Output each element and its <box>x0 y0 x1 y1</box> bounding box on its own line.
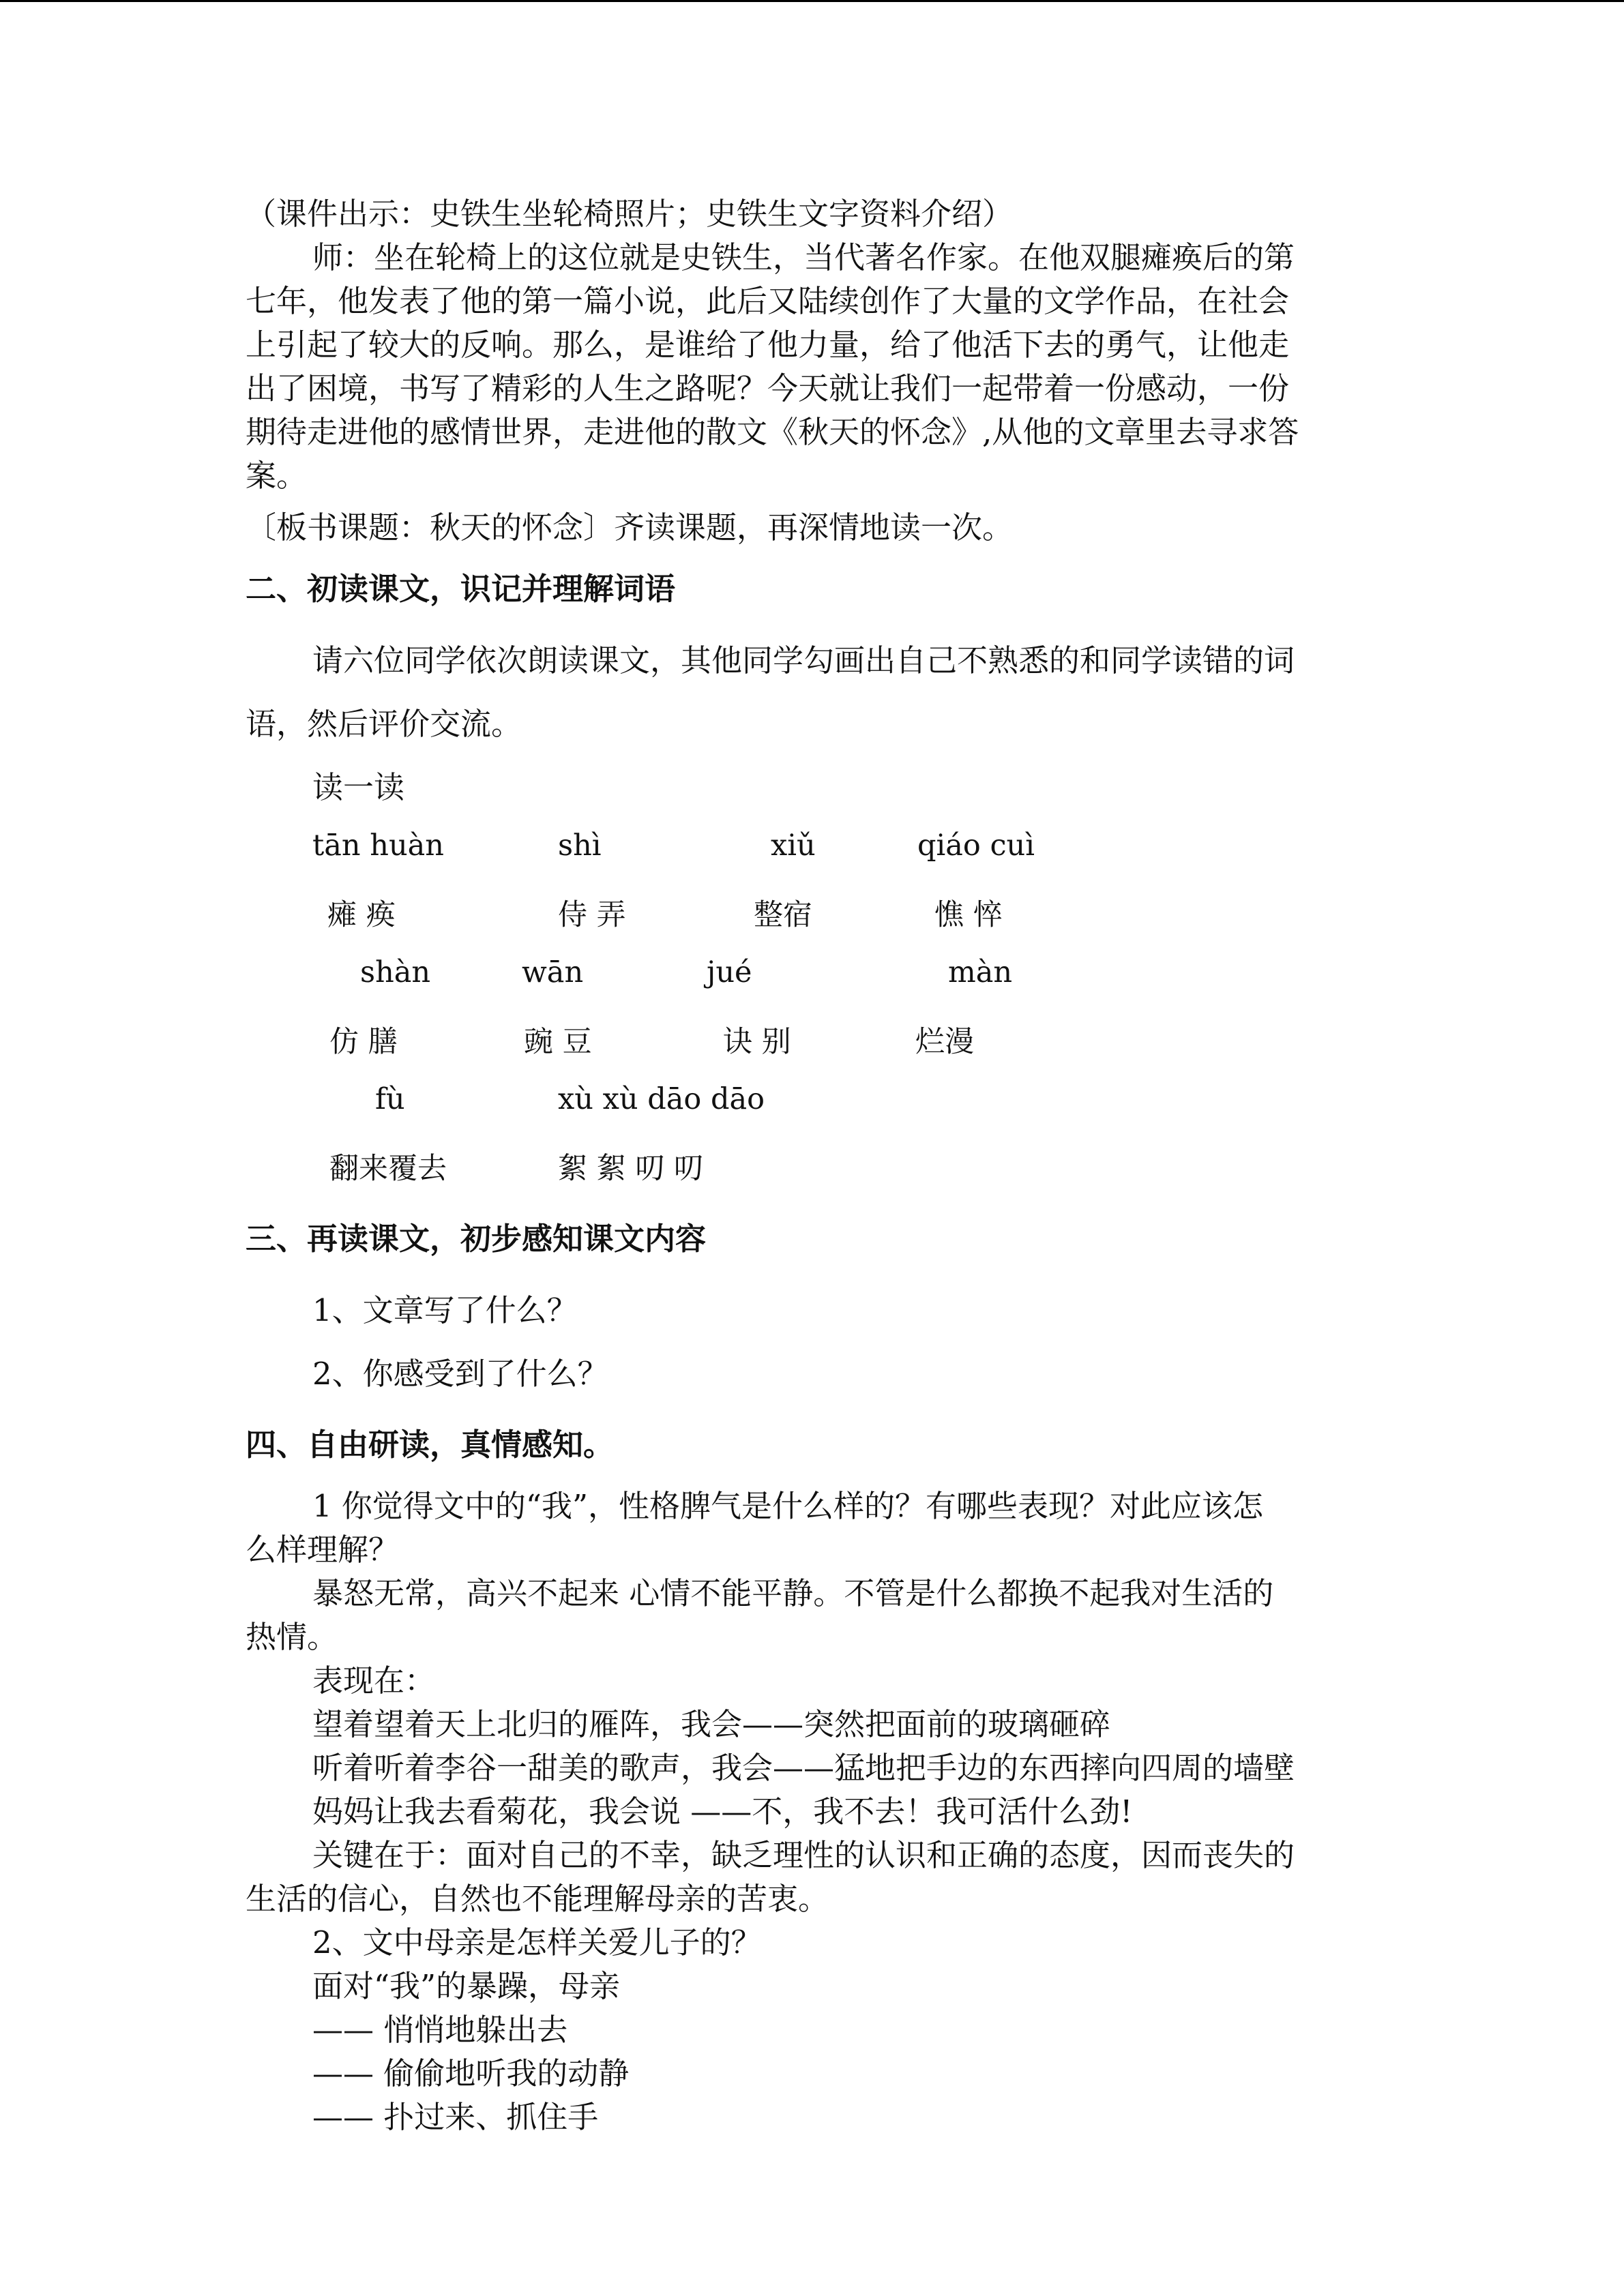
pinyin-row <box>246 946 1371 1009</box>
vocab-word: 仿 膳 <box>329 1025 398 1059</box>
vocab-word: 憔 悴 <box>934 898 1003 932</box>
word-row <box>246 882 1371 946</box>
behavior-line: 听着听着李谷一甜美的歌声，我会——猛地把手边的东西摔向四周的墙壁 <box>312 1750 1295 1786</box>
paragraph-line: 七年，他发表了他的第一篇小说，此后又陆续创作了大量的文学作品，在社会 <box>246 283 1290 319</box>
mother-action: —— 偷偷地听我的动静 <box>312 2055 630 2091</box>
word-row <box>246 1009 1371 1073</box>
question-1: 1、文章写了什么？ <box>312 1292 578 1328</box>
teacher-paragraph <box>246 236 1371 498</box>
paragraph-line: 语，然后评价交流。 <box>246 706 522 742</box>
courseware-note: （课件出示：史铁生坐轮椅照片；史铁生文字资料介绍） <box>246 196 1014 232</box>
section-heading-4: 四、自由研读，真情感知。 <box>246 1427 615 1463</box>
pinyin: wān <box>522 955 584 989</box>
vocab-word: 瘫 痪 <box>327 898 396 932</box>
paragraph-line: 案。 <box>246 458 308 494</box>
paragraph-line: 师：坐在轮椅上的这位就是史铁生，当代著名作家。在他双腿瘫痪后的第 <box>312 239 1295 275</box>
section-heading-2: 二、初读课文，识记并理解词语 <box>246 571 676 607</box>
vocab-word: 豌 豆 <box>524 1025 592 1059</box>
pinyin: xù xù dāo dāo <box>558 1082 765 1116</box>
behavior-line: 望着望着天上北归的雁阵，我会——突然把面前的玻璃砸碎 <box>312 1706 1111 1742</box>
show-label: 表现在： <box>312 1663 436 1699</box>
paragraph-line: 出了困境，书写了精彩的人生之路呢？今天就让我们一起带着一份感动，一份 <box>246 370 1290 406</box>
mother-action: —— 悄悄地躲出去 <box>312 2012 568 2048</box>
document-page <box>246 192 1371 2139</box>
read-label: 读一读 <box>312 769 405 805</box>
vocab-word: 翻来覆去 <box>329 1152 447 1186</box>
pinyin-row <box>246 1073 1371 1136</box>
page-top-border <box>0 0 1624 2</box>
vocab-word: 整宿 <box>754 898 812 932</box>
vocab-word: 絮 絮 叨 叨 <box>558 1152 704 1186</box>
mother-action: —— 扑过来、抓住手 <box>312 2099 599 2135</box>
pinyin: fù <box>375 1082 405 1116</box>
vocab-word: 烂漫 <box>915 1025 974 1059</box>
paragraph-line: 请六位同学依次朗读课文，其他同学勾画出自己不熟悉的和同学读错的词 <box>312 642 1295 679</box>
paragraph-line: 面对“我”的暴躁，母亲 <box>312 1968 621 2004</box>
paragraph-line: 关键在于：面对自己的不幸，缺乏理性的认识和正确的态度，因而丧失的 <box>312 1837 1295 1873</box>
pinyin: màn <box>948 955 1013 989</box>
paragraph-line: 上引起了较大的反响。那么，是谁给了他力量，给了他活下去的勇气，让他走 <box>246 327 1290 363</box>
question-2: 2、你感受到了什么？ <box>312 1356 608 1392</box>
question-line: 2、文中母亲是怎样关爱儿子的？ <box>312 1924 762 1960</box>
paragraph-line: 期待走进他的感情世界，走进他的散文《秋天的怀念》,从他的文章里去寻求答 <box>246 414 1299 450</box>
vocab-word: 侍 弄 <box>558 898 626 932</box>
board-title-note: 〔板书课题：秋天的怀念〕齐读课题，再深情地读一次。 <box>246 509 1014 546</box>
word-row <box>246 1136 1371 1199</box>
pinyin: shì <box>558 829 602 863</box>
paragraph-line: 热情。 <box>246 1619 338 1655</box>
paragraph-line: 生活的信心，自然也不能理解母亲的苦衷。 <box>246 1881 829 1917</box>
paragraph-line: 么样理解？ <box>246 1532 400 1568</box>
pinyin: shàn <box>360 955 431 989</box>
paragraph-line: 暴怒无常，高兴不起来 心情不能平静。不管是什么都换不起我对生活的 <box>312 1575 1274 1611</box>
pinyin: qiáo cuì <box>917 829 1035 863</box>
section-heading-3: 三、再读课文，初步感知课文内容 <box>246 1221 707 1257</box>
pinyin-row <box>246 819 1371 882</box>
behavior-line: 妈妈让我去看菊花，我会说 ——不，我不去！我可活什么劲! <box>312 1793 1133 1830</box>
pinyin: xiǔ <box>771 829 816 863</box>
pinyin: tān huàn <box>312 829 444 863</box>
vocab-word: 诀 别 <box>723 1025 791 1059</box>
paragraph-line: 1 你觉得文中的“我”，性格脾气是什么样的？有哪些表现？对此应该怎 <box>312 1488 1263 1524</box>
pinyin: jué <box>707 955 752 989</box>
